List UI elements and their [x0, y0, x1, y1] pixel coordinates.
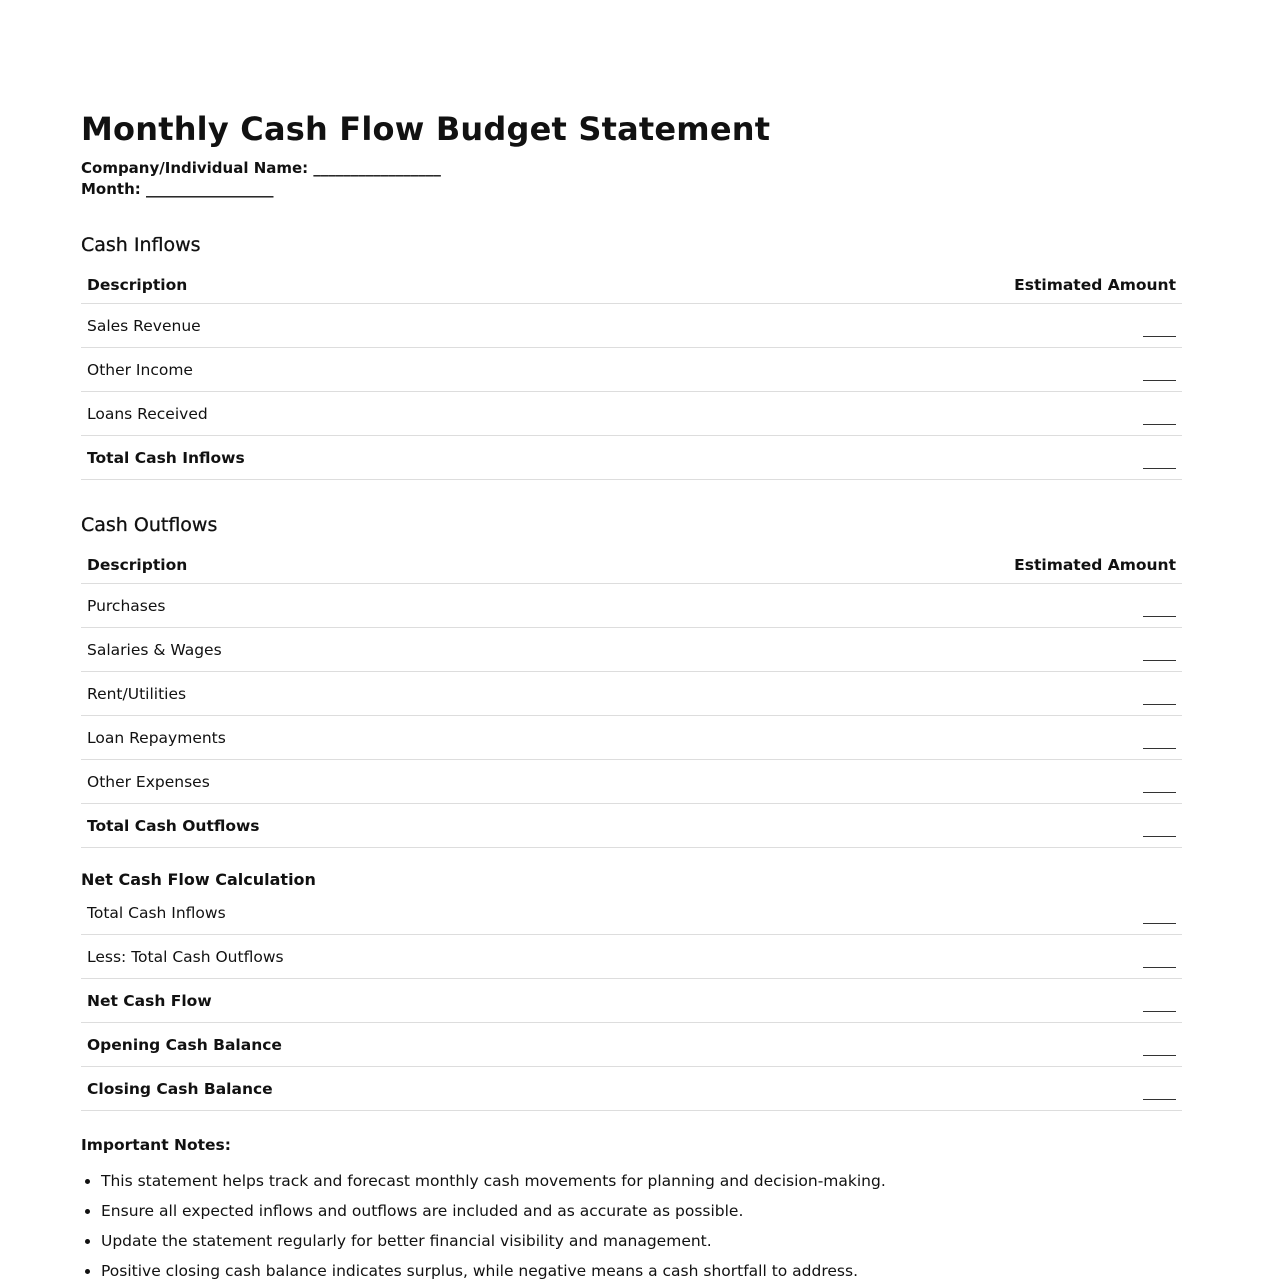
- table-row: [81, 584, 1182, 628]
- list-item: • Positive closing cash balance indicates surplus, while negative means a cash shortfall to address.: [101, 1256, 1182, 1286]
- total-row: [81, 436, 1182, 480]
- row-description: Rent/Utilities: [81, 672, 632, 716]
- table-row: [81, 760, 1182, 804]
- opening-cash-balance-label: Opening Cash Balance: [81, 1023, 970, 1067]
- list-item: • This statement helps track and forecast monthly cash movements for planning and decision-making.: [101, 1166, 1182, 1196]
- amount-blank: [970, 1023, 1182, 1067]
- table-header-row: [81, 266, 1182, 304]
- row-description: Loans Received: [81, 392, 632, 436]
- row-description: Purchases: [81, 584, 632, 628]
- amount-blank: [970, 891, 1182, 935]
- cash-inflows-heading: Cash Inflows: [81, 234, 201, 256]
- description-column-header: Description: [81, 266, 632, 304]
- table-row: [81, 672, 1182, 716]
- important-notes-heading: Important Notes:: [81, 1136, 231, 1154]
- table-row: [81, 392, 1182, 436]
- cash-outflows-table: [81, 546, 1182, 848]
- amount-blank: [632, 628, 1183, 672]
- row-description: Loan Repayments: [81, 716, 632, 760]
- table-row: [81, 935, 1182, 979]
- list-item: • Update the statement regularly for better financial visibility and management.: [101, 1226, 1182, 1256]
- amount-blank: [632, 672, 1183, 716]
- amount-blank: [632, 392, 1183, 436]
- estimated-amount-column-header: Estimated Amount: [632, 546, 1183, 584]
- total-row: [81, 804, 1182, 848]
- table-row: [81, 716, 1182, 760]
- amount-blank: [970, 979, 1182, 1023]
- row-description: Salaries & Wages: [81, 628, 632, 672]
- amount-blank: [632, 348, 1183, 392]
- row-description: Sales Revenue: [81, 304, 632, 348]
- total-cash-outflows-label: Total Cash Outflows: [81, 804, 632, 848]
- table-header-row: [81, 546, 1182, 584]
- description-column-header: Description: [81, 546, 632, 584]
- net-cash-flow-table: [81, 891, 1182, 1111]
- amount-blank: [632, 716, 1183, 760]
- table-row: [81, 1023, 1182, 1067]
- amount-blank: [632, 304, 1183, 348]
- table-row: [81, 979, 1182, 1023]
- table-row: [81, 304, 1182, 348]
- row-description: Total Cash Inflows: [81, 891, 970, 935]
- notes-list: [81, 1166, 1182, 1286]
- amount-blank: [632, 436, 1183, 480]
- net-cash-flow-label: Net Cash Flow: [81, 979, 970, 1023]
- month-field: Month: _________________: [81, 180, 274, 198]
- amount-blank: [970, 1067, 1182, 1111]
- cash-inflows-table: [81, 266, 1182, 480]
- page-title: Monthly Cash Flow Budget Statement: [81, 110, 771, 148]
- table-row: [81, 1067, 1182, 1111]
- row-description: Other Income: [81, 348, 632, 392]
- table-row: [81, 628, 1182, 672]
- statement-meta: [81, 158, 1182, 200]
- amount-blank: [632, 584, 1183, 628]
- cash-outflows-heading: Cash Outflows: [81, 514, 218, 536]
- amount-blank: [632, 760, 1183, 804]
- net-cash-flow-heading: Net Cash Flow Calculation: [81, 870, 316, 889]
- row-description: Other Expenses: [81, 760, 632, 804]
- table-row: [81, 348, 1182, 392]
- table-row: [81, 891, 1182, 935]
- total-cash-inflows-label: Total Cash Inflows: [81, 436, 632, 480]
- amount-blank: [632, 804, 1183, 848]
- row-description: Less: Total Cash Outflows: [81, 935, 970, 979]
- company-name-field: Company/Individual Name: _________________: [81, 159, 441, 177]
- cash-flow-statement: [81, 108, 1182, 1286]
- amount-blank: [970, 935, 1182, 979]
- closing-cash-balance-label: Closing Cash Balance: [81, 1067, 970, 1111]
- list-item: • Ensure all expected inflows and outflows are included and as accurate as possible.: [101, 1196, 1182, 1226]
- estimated-amount-column-header: Estimated Amount: [632, 266, 1183, 304]
